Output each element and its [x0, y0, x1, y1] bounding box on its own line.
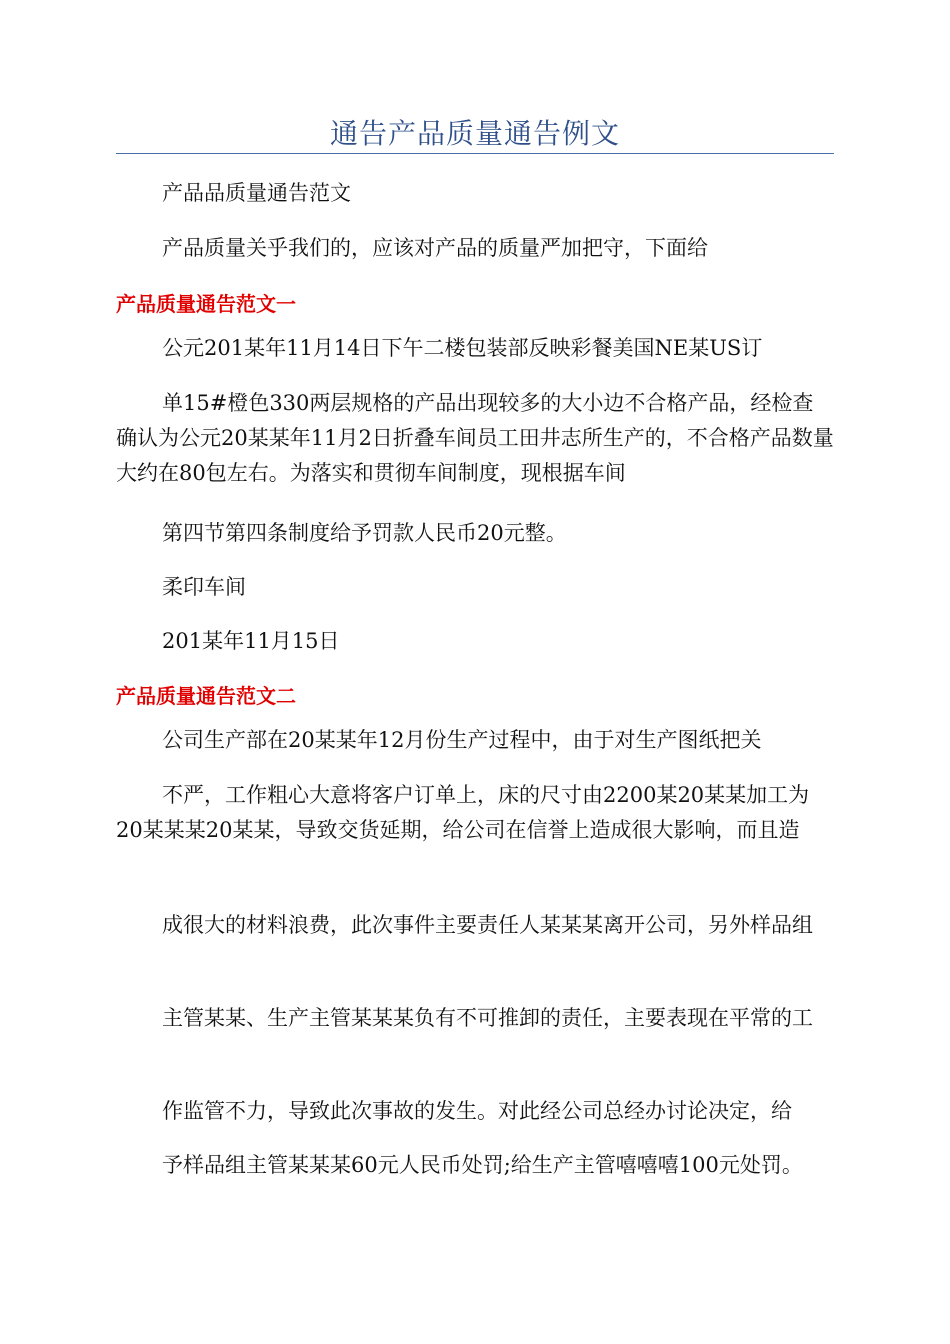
section-2-paragraph-6: 予样品组主管某某某60元人民币处罚;给生产主管嘻嘻嘻100元处罚。: [162, 1153, 803, 1177]
section-1-paragraph-2: 单15#橙色330两层规格的产品出现较多的大小边不合格产品，经检查确认为公元20某某年11月2日折叠车间员工田井志所生产的，不合格产品数量大约在80包左右。为落实和贯彻车间制度，现根据车间: [116, 391, 834, 485]
section-2-paragraph-2: 不严，工作粗心大意将客户订单上，床的尺寸由2200某20某某加工为20某某某20某某，导致交货延期，给公司在信誉上造成很大影响，而且造: [116, 783, 810, 842]
intro-line-2: 产品质量关乎我们的，应该对产品的质量严加把守，下面给: [162, 236, 708, 260]
section-2-paragraph-5: 作监管不力，导致此次事故的发生。对此经公司总经办讨论决定，给: [162, 1099, 792, 1123]
section-1-paragraph-3: 第四节第四条制度给予罚款人民币20元整。: [162, 521, 567, 545]
section-2-heading: 产品质量通告范文二: [116, 684, 296, 708]
section-1-date: 201某年11月15日: [162, 629, 340, 653]
title-underline: [116, 153, 834, 154]
section-1-paragraph-1: 公元201某年11月14日下午二楼包装部反映彩餐美国NE某US订: [162, 336, 763, 360]
section-2-paragraph-3: 成很大的材料浪费，此次事件主要责任人某某某离开公司，另外样品组: [162, 913, 813, 937]
section-1-signature: 柔印车间: [162, 575, 246, 599]
intro-line-1: 产品品质量通告范文: [162, 181, 351, 205]
section-2-paragraph-4: 主管某某、生产主管某某某负有不可推卸的责任，主要表现在平常的工: [162, 1006, 813, 1030]
section-2-paragraph-1: 公司生产部在20某某年12月份生产过程中，由于对生产图纸把关: [162, 728, 762, 752]
section-1-heading: 产品质量通告范文一: [116, 292, 296, 316]
document-title: 通告产品质量通告例文: [329, 117, 620, 150]
